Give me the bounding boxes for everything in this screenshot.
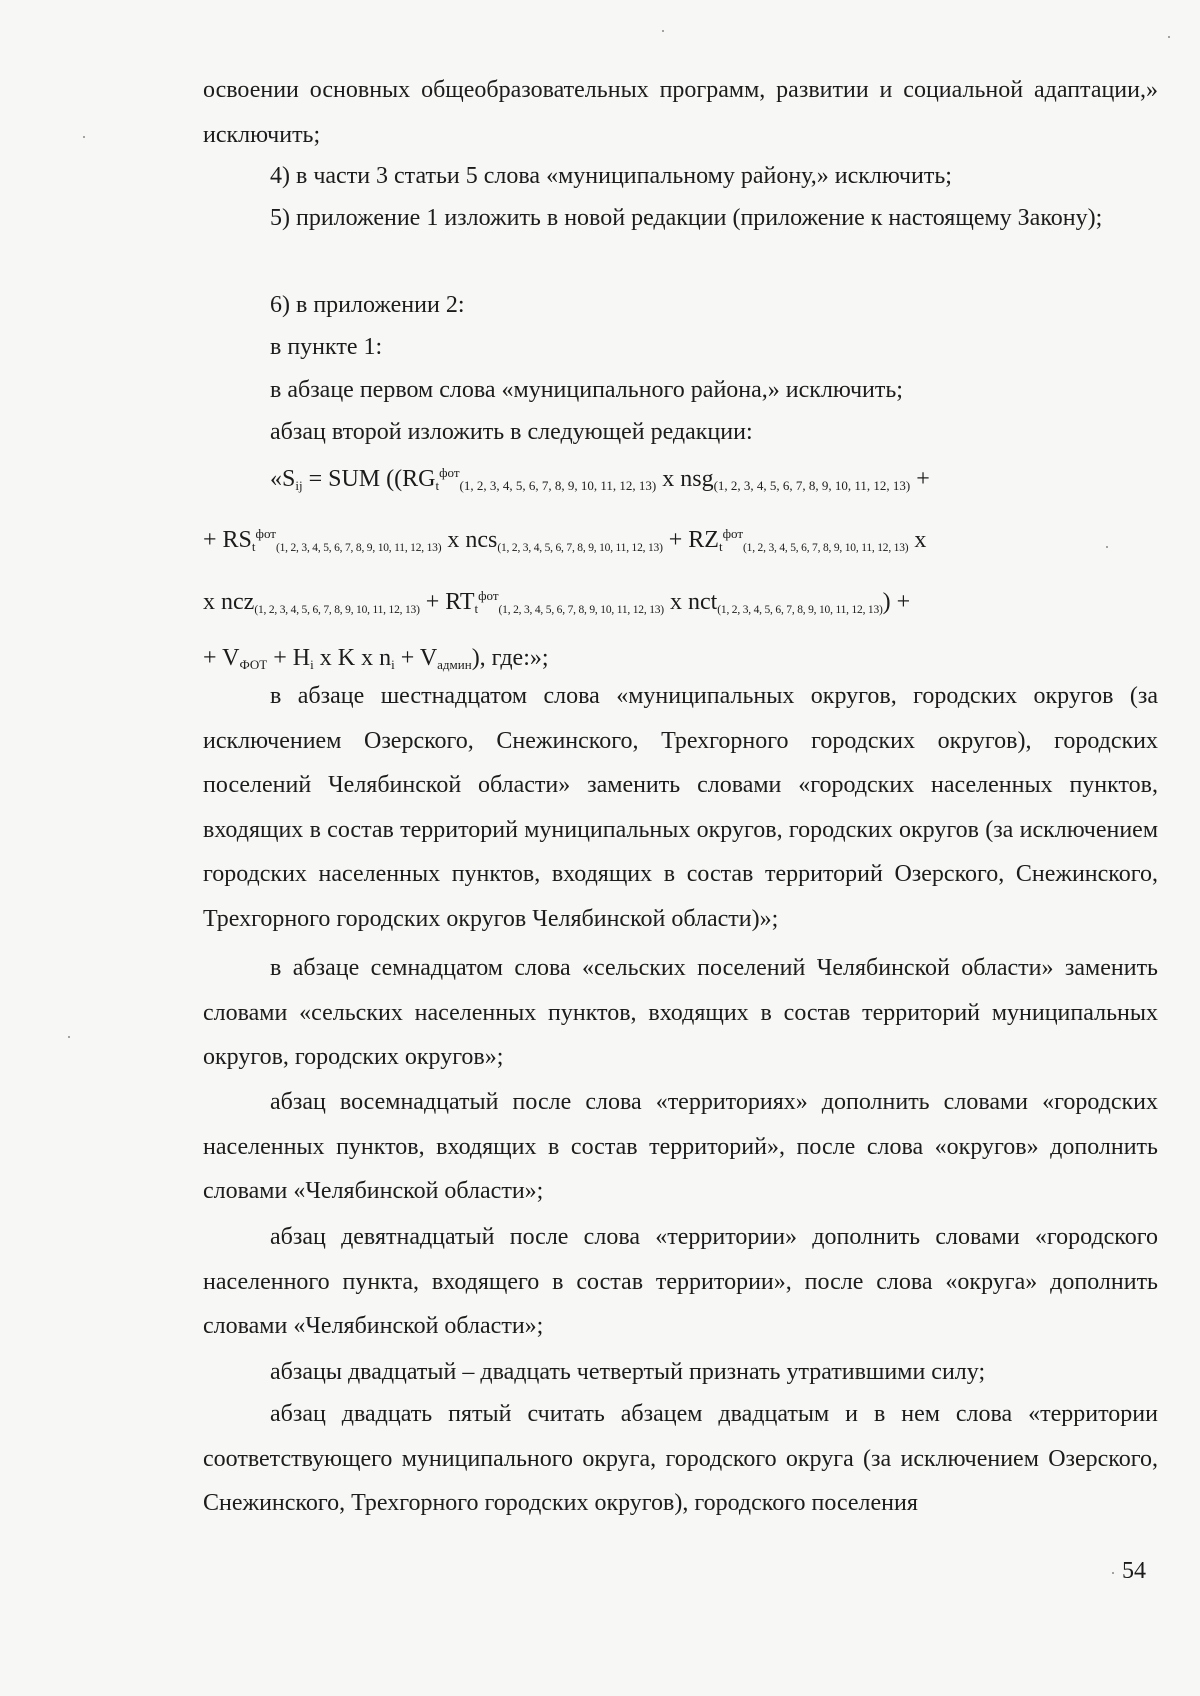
scan-speck	[1106, 546, 1108, 548]
formula-line-3: x $ncz_{(1, 2, 3, 4, 5, 6, 7, 8, 9, 10, 11, 12, 13)} + RT_t^{фот}_{(1, 2, 3, 4, 5, 6, 7, 8, 9, 10, 11, 12, 13)}$ x nct$_{(1, 2, 3, 4, 5, 6, 7, 8, 9, 10, 11, 12, 13)}$) +	[203, 588, 911, 616]
scan-speck	[68, 1036, 70, 1038]
page-number: 54	[1122, 1558, 1146, 1584]
paragraph-6: в абзаце первом слова «муниципального района,» исключить;	[270, 377, 903, 403]
paragraph-12: абзацы двадцатый – двадцать четвертый признать утратившими силу;	[270, 1359, 986, 1385]
paragraph-4: 6) в приложении 2:	[270, 292, 465, 318]
paragraph-2: 4) в части 3 статьи 5 слова «муниципальному району,» исключить;	[270, 163, 952, 189]
paragraph-3: 5) приложение 1 изложить в новой редакции (приложение к настоящему Закону);	[270, 205, 1103, 231]
paragraph-1: освоении основных общеобразовательных программ, развитии и социальной адаптации,» исключить;	[203, 77, 1158, 148]
paragraph-9: в абзаце семнадцатом слова «сельских поселений Челябинской области» заменить словами «сельских населенных пунктов, входящих в состав территорий муниципальных округов, городских округов»;	[203, 955, 1158, 1070]
paragraph-8: в абзаце шестнадцатом слова «муниципальных округов, городских округов (за исключением Озерского, Снежинского, Трехгорного городских округов), городских поселений Челябинской области» заменить словами «городских населенных пунктов, входящих в состав территорий муниципальных округов, городских округов (за исключением городских населенных пунктов, входящих в состав территорий Озерского, Снежинского, Трехгорного городских округов Челябинской области)»;	[203, 683, 1158, 932]
formula-line-4: + $V_{ФОТ} + H_i$ x K x $n_i + V_{админ}$), где:»;	[203, 645, 549, 672]
formula	[203, 449, 1163, 689]
scan-speck	[83, 136, 85, 138]
scan-speck	[1168, 36, 1170, 38]
formula-line-2: + $RS_t^{фот}_{(1, 2, 3, 4, 5, 6, 7, 8, 9, 10, 11, 12, 13)}$ x $ncs_{(1, 2, 3, 4, 5, 6, 7, 8, 9, 10, 11, 12, 13)} + RZ_t^{фот}_{(1, 2, 3, 4, 5, 6, 7, 8, 9, 10, 11, 12, 13)}$ x	[203, 526, 927, 554]
paragraph-7: абзац второй изложить в следующей редакции:	[270, 419, 753, 445]
formula-line-1: «$S_{ij}$ = SUM (($RG_t^{фот}_{(1, 2, 3, 4, 5, 6, 7, 8, 9, 10, 11, 12, 13)}$ x nsg$_{(1, 2, 3, 4, 5, 6, 7, 8, 9, 10, 11, 12, 13)}$ +	[270, 465, 930, 493]
scan-speck	[662, 30, 664, 32]
scan-speck	[1112, 1572, 1114, 1574]
paragraph-5: в пункте 1:	[270, 334, 383, 360]
paragraph-13: абзац двадцать пятый считать абзацем двадцатым и в нем слова «территории соответствующего муниципального округа, городского округа (за исключением Озерского, Снежинского, Трехгорного городских округов), городского поселения	[203, 1401, 1158, 1516]
paragraph-10: абзац восемнадцатый после слова «территориях» дополнить словами «городских населенных пунктов, входящих в состав территорий», после слова «округов» дополнить словами «Челябинской области»;	[203, 1089, 1158, 1204]
paragraph-11: абзац девятнадцатый после слова «территории» дополнить словами «городского населенного пункта, входящего в состав территории», после слова «округа» дополнить словами «Челябинской области»;	[203, 1224, 1158, 1339]
